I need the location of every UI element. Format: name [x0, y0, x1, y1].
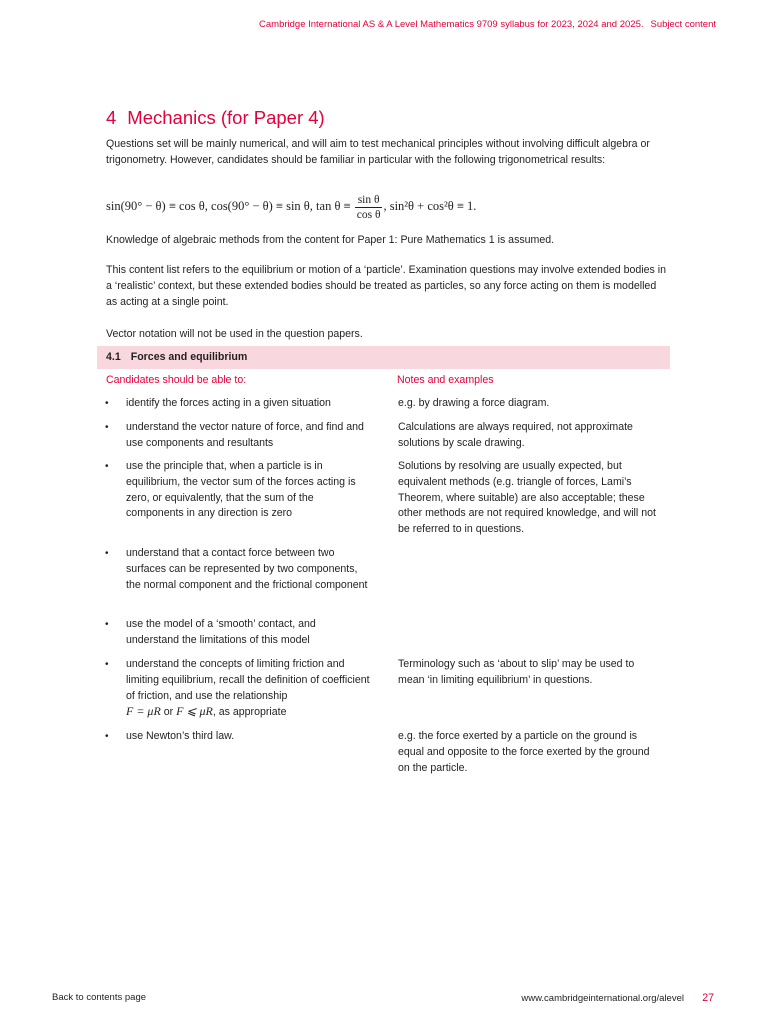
subsection-title: Forces and equilibrium [130, 351, 248, 363]
trig-identities-formula [106, 191, 668, 221]
learning-objective: use the model of a ‘smooth’ contact, and understand the limitations of this model [126, 618, 316, 646]
tan-fraction-numerator: sin θ [355, 194, 383, 208]
website-url-link[interactable]: www.cambridgeinternational.org/alevel [521, 993, 684, 1004]
formula-part-2: , sin²θ + cos²θ ≡ 1. [383, 199, 477, 213]
learning-objective: understand that a contact force between two surfaces can be represented by two components, the normal component and the frictional component [126, 547, 368, 591]
section-number: 4 [106, 107, 117, 128]
friction-objective-text: understand the concepts of limiting friction and limiting equilibrium, recall the definition of coefficient of friction, and use the relationship [126, 658, 370, 702]
tan-fraction [355, 194, 383, 221]
tan-fraction-denominator: cos θ [356, 208, 381, 221]
note-example: e.g. by drawing a force diagram. [398, 397, 550, 409]
page-number: 27 [702, 992, 714, 1004]
content-table [97, 346, 670, 774]
learning-objective: understand the vector nature of force, and find and use components and resultants [126, 421, 364, 449]
bullet: • [105, 731, 109, 742]
bullet: • [105, 659, 109, 670]
formula-part-1: sin(90° − θ) ≡ cos θ, cos(90° − θ) ≡ sin θ, tan θ ≡ [106, 199, 351, 213]
note-example: Calculations are always required, not approximate solutions by scale drawing. [398, 421, 633, 449]
note-example: Terminology such as ‘about to slip’ may be used to mean ‘in limiting equilibrium’ in questions. [398, 658, 635, 686]
friction-tail: , as appropriate [212, 706, 287, 719]
bullet: • [105, 398, 109, 409]
column-headers [97, 369, 670, 391]
bullet: • [105, 619, 109, 630]
intro-paragraph: Questions set will be mainly numerical, and will aim to test mechanical principles without involving difficult algebra or trigonometry. However, candidates should be familiar in particular with the following trigonometrical results: [106, 138, 650, 166]
section-title [106, 107, 325, 129]
learning-objective: use Newton’s third law. [126, 730, 235, 742]
column-header-notes: Notes and examples [397, 374, 494, 386]
learning-objective: use the principle that, when a particle is in equilibrium, the vector sum of the forces acting is zero, or equivalently, that the sum of the components in any direction is zero [126, 460, 356, 520]
subsection-number: 4.1 [106, 351, 121, 363]
table-section-header [97, 346, 670, 369]
friction-equation: F = μR [126, 704, 161, 719]
back-to-contents-link[interactable]: Back to contents page [52, 992, 147, 1003]
particle-paragraph: This content list refers to the equilibrium or motion of a ‘particle’. Examination questions may involve extended bodies in a ‘realistic’ context, but these extended bodies should be treated as particles, so any force acting on them is modelled as acting at a single point. [106, 264, 666, 308]
vector-notation-paragraph: Vector notation will not be used in the question papers. [106, 328, 363, 340]
note-example: e.g. the force exerted by a particle on the ground is equal and opposite to the force exerted by the ground on the particle. [398, 730, 650, 774]
friction-or: or [160, 706, 177, 719]
bullet: • [105, 548, 109, 559]
friction-inequality: F ⩽ μR [176, 704, 213, 719]
note-example: Solutions by resolving are usually expected, but equivalent methods (e.g. triangle of forces, Lami’s Theorem, where suitable) are also acceptable; these other methods are not required knowledge, and will not be referred to in questions. [398, 460, 656, 536]
column-header-candidates: Candidates should be able to: [106, 374, 247, 386]
section-title-text: Mechanics (for Paper 4) [127, 107, 325, 128]
learning-objective: identify the forces acting in a given situation [126, 397, 331, 409]
assumed-knowledge-paragraph: Knowledge of algebraic methods from the content for Paper 1: Pure Mathematics 1 is assumed. [106, 234, 555, 246]
bullet: • [105, 422, 109, 433]
running-header [259, 19, 716, 30]
running-header-title: Cambridge International AS & A Level Mathematics 9709 syllabus for 2023, 2024 and 2025. [259, 19, 644, 30]
learning-objective [126, 657, 371, 721]
running-header-section: Subject content [650, 19, 716, 30]
bullet: • [105, 461, 109, 472]
